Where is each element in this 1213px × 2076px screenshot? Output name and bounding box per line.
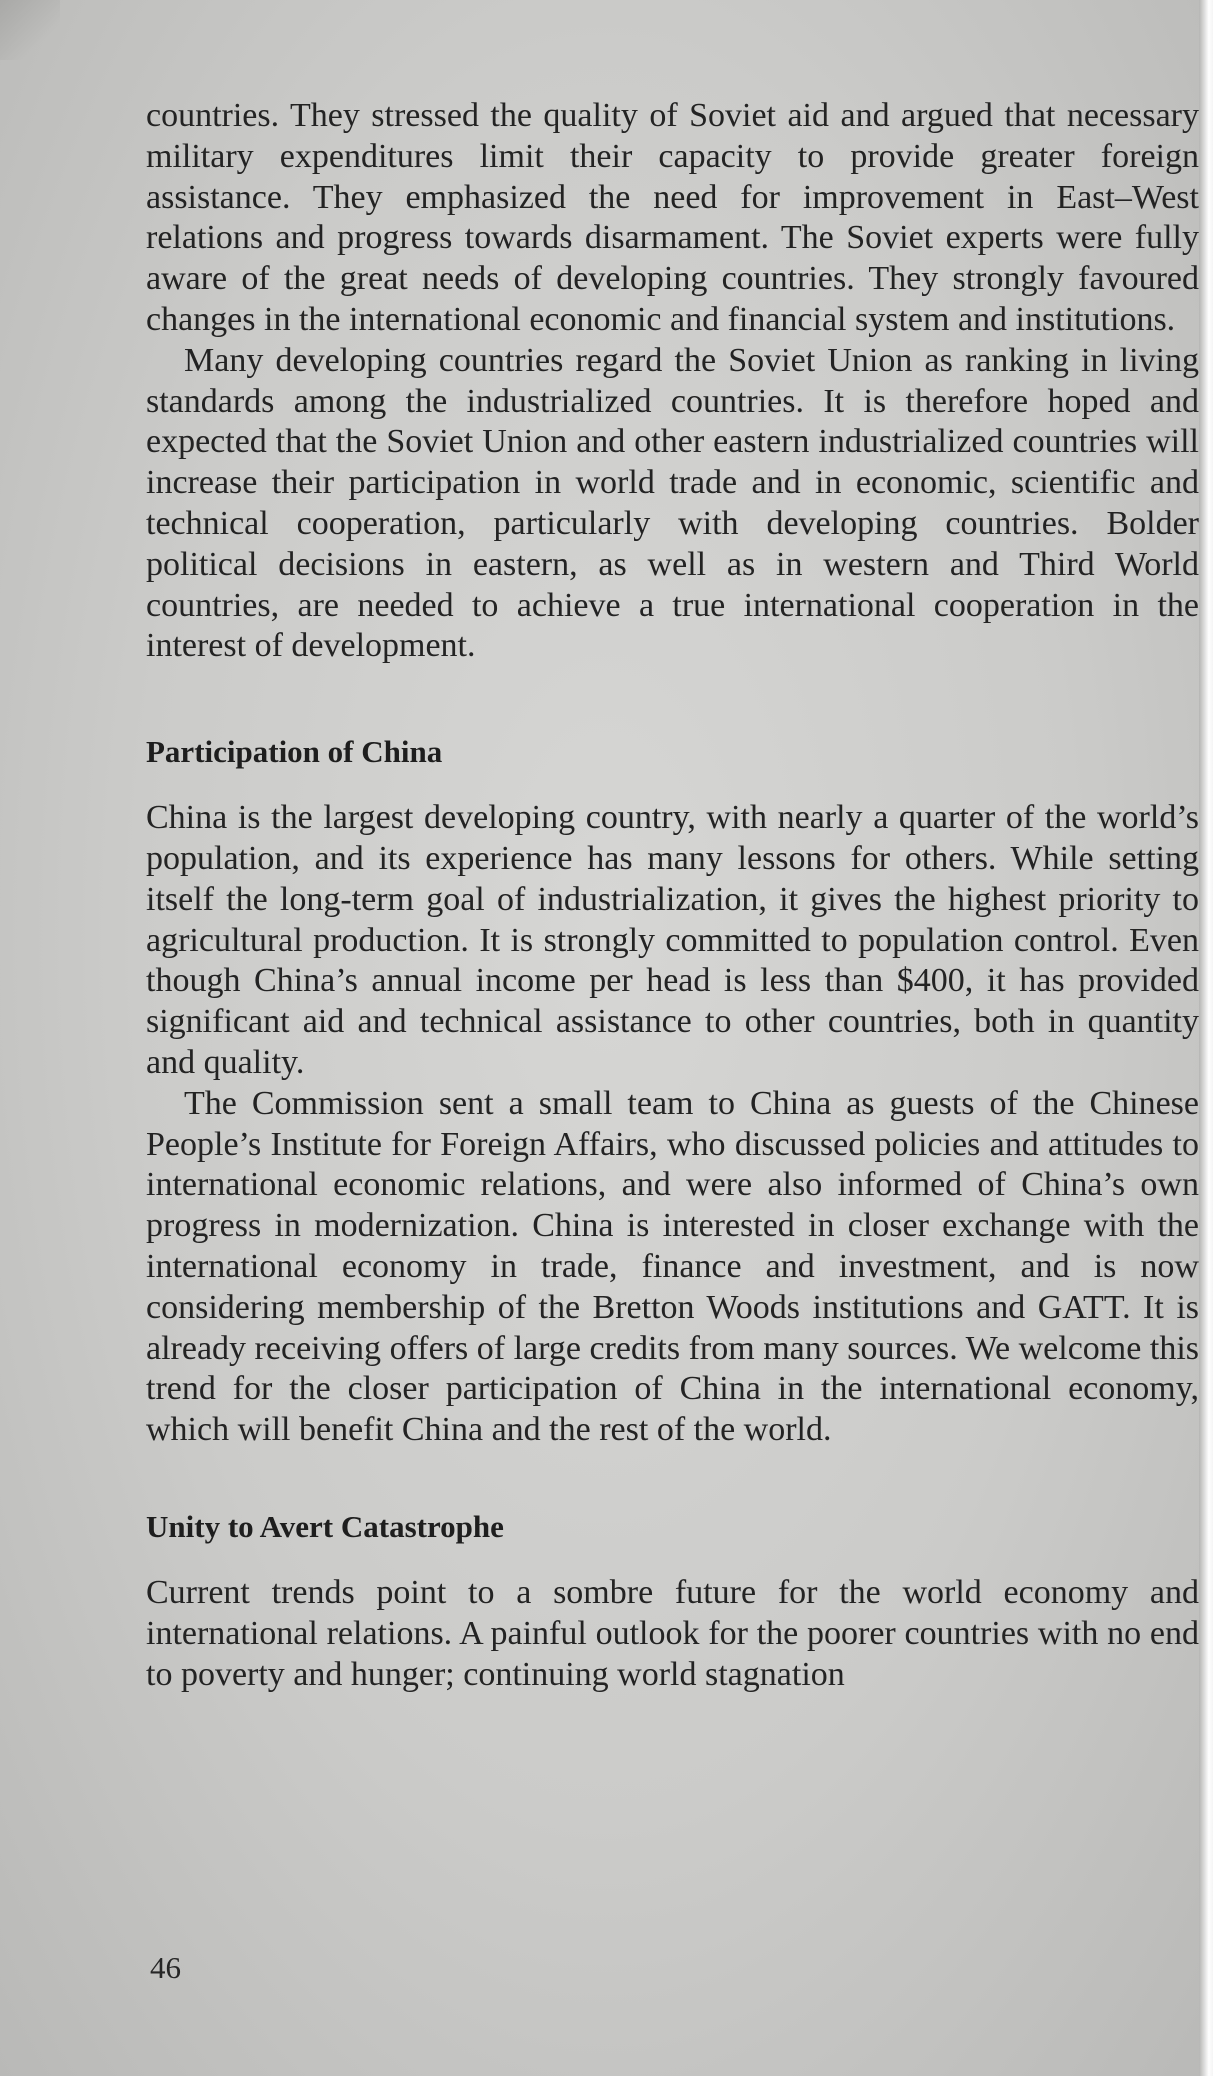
paragraph-china-developing: China is the largest developing country, with nearly a quarter of the world’s population, and its experience has many lessons for others. While setting itself the long-term goal of industrialization, it gives the highest priority to agricultural production. It is strongly committed to population control. Even though China’s annual income per head is less than $400, it has provided significant aid and technical assistance to other countries, both in quantity and quality. [146,799,1199,1081]
page-corner-shadow [0,0,60,60]
paragraph-current-trends: Current trends point to a sombre future for the world economy and international relations. A painful outlook for the poorer countries with no end to poverty and hunger; continuing world stagnation [146,1573,1199,1693]
paragraph-soviet-union-participation: Many developing countries regard the Soviet Union as ranking in living standards among the industrialized countries. It is therefore hoped and expected that the Soviet Union and other eastern industrialized countries will increase their participation in world trade and in economic, scientific and technical cooperation, particularly with developing countries. Bolder political decisions in eastern, as well as in western and Third World countries, are needed to achieve a true international cooperation in the interest of development. [146,341,1199,665]
page-number: 46 [150,1950,181,1985]
heading-unity-to-avert-catastrophe: Unity to Avert Catastrophe [146,1508,504,1544]
heading-participation-of-china: Participation of China [146,734,443,770]
page-edge [1199,0,1213,2076]
page-body [146,96,1199,1695]
paragraph-soviet-aid: countries. They stressed the quality of Soviet aid and argued that necessary military expenditures limit their capacity to provide greater foreign assistance. They emphasized the need for improvement in East–West relations and progress towards disarmament. The Soviet experts were fully aware of the great needs of developing countries. They strongly favoured changes in the international economic and financial system and institutions. [146,97,1199,338]
paragraph-china-commission-team: The Commission sent a small team to China as guests of the Chinese People’s Institute for Foreign Affairs, who discussed policies and attitudes to international economic relations, and were also informed of China’s own progress in modernization. China is interested in closer exchange with the international economy in trade, finance and investment, and is now considering membership of the Bretton Woods institutions and GATT. It is already receiving offers of large credits from many sources. We welcome this trend for the closer participation of China in the international economy, which will benefit China and the rest of the world. [146,1084,1199,1449]
